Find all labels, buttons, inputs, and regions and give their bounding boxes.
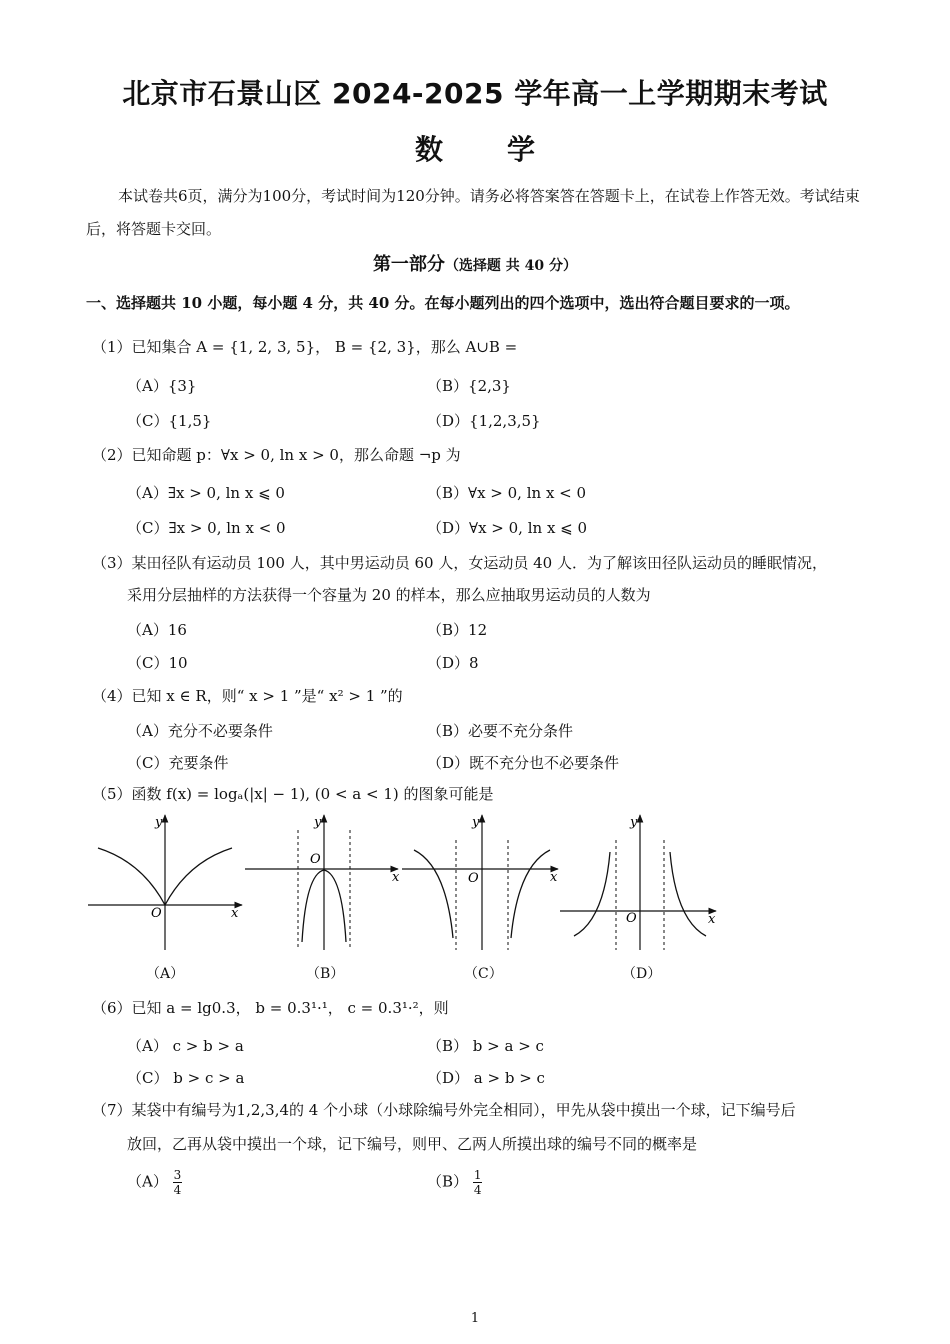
graph-b-origin: O — [310, 852, 321, 867]
q2-option-b: （B）∀x > 0, ln x < 0 — [427, 484, 587, 502]
exam-intro: 本试卷共6页，满分为100分，考试时间为120分钟。请务必将答案答在答题卡上，在试卷上作答无效。考试结束后，将答题卡交回。 — [86, 187, 860, 238]
graph-d-origin: O — [626, 911, 637, 926]
subject-title: 数学 — [414, 133, 599, 166]
q4-option-d: （D）既不充分也不必要条件 — [427, 754, 620, 772]
question-6-stem: （6）已知 a = lg0.3， b = 0.3¹·¹， c = 0.3¹·²，则 — [92, 999, 449, 1017]
q1-option-c: （C）{1,5} — [127, 412, 212, 430]
graph-c — [402, 815, 558, 950]
q2-option-c: （C）∃x > 0, ln x < 0 — [127, 519, 286, 537]
question-3-stem-line2: 采用分层抽样的方法获得一个容量为 20 的样本，那么应抽取男运动员的人数为 — [127, 586, 651, 604]
q5-graphs — [80, 810, 740, 960]
q7-option-a — [127, 1168, 182, 1197]
graph-c-caption: （C） — [464, 966, 503, 982]
q6-option-c: （C） b > c > a — [127, 1069, 245, 1087]
graph-a-y-label: y — [155, 815, 163, 830]
q4-option-a: （A）充分不必要条件 — [127, 722, 273, 740]
graph-b-y-label: y — [314, 815, 322, 830]
graph-d-x-label: x — [708, 912, 716, 927]
graph-d-caption: （D） — [622, 966, 662, 982]
q3-option-b: （B）12 — [427, 621, 488, 639]
question-2-stem: （2）已知命题 p：∀x > 0, ln x > 0，那么命题 ¬p 为 — [92, 446, 461, 464]
q1-option-b: （B）{2,3} — [427, 377, 511, 395]
graph-b — [245, 815, 400, 950]
graph-b-caption: （B） — [306, 966, 345, 982]
q6-option-b: （B） b > a > c — [427, 1037, 544, 1055]
q7-option-b-fraction — [473, 1168, 483, 1197]
graph-a-caption: （A） — [146, 966, 185, 982]
q7-option-b — [427, 1168, 482, 1197]
q4-option-c: （C）充要条件 — [127, 754, 229, 772]
question-1-stem: （1）已知集合 A = {1, 2, 3, 5}， B = {2, 3}，那么 A∪B = — [92, 338, 518, 356]
graph-b-x-label: x — [392, 870, 400, 885]
q1-option-a: （A）{3} — [127, 377, 197, 395]
graph-a-origin: O — [151, 906, 162, 921]
exam-title: 北京市石景山区 2024-2025 学年高一上学期期末考试 — [122, 77, 828, 110]
graph-a — [88, 815, 242, 950]
page-number: 1 — [470, 1311, 480, 1326]
q7-option-a-numerator: 3 — [173, 1168, 182, 1182]
q2-option-d: （D）∀x > 0, ln x ⩽ 0 — [427, 519, 588, 537]
question-7-stem-line2: 放回，乙再从袋中摸出一个球，记下编号，则甲、乙两人所摸出球的编号不同的概率是 — [127, 1135, 698, 1153]
part-one-heading — [0, 250, 950, 276]
q7-option-a-fraction — [173, 1168, 183, 1197]
q6-option-d: （D） a > b > c — [427, 1069, 545, 1087]
graph-c-y-label: y — [472, 815, 480, 830]
graph-a-x-label: x — [231, 906, 239, 921]
graph-c-x-label: x — [550, 870, 558, 885]
graph-d — [560, 815, 716, 950]
graph-a-curve-left — [98, 848, 165, 905]
q1-option-d: （D）{1,2,3,5} — [427, 412, 541, 430]
question-3-stem-line1: （3）某田径队有运动员 100 人，其中男运动员 60 人，女运动员 40 人．为了解该田径队运动员的睡眠情况， — [92, 554, 827, 572]
q7-option-a-label: （A） — [127, 1172, 168, 1191]
q7-option-b-label: （B） — [427, 1172, 469, 1191]
q7-option-b-numerator: 1 — [473, 1168, 482, 1182]
q6-option-a: （A） c > b > a — [127, 1037, 244, 1055]
part-one-title: 第一部分 — [372, 254, 445, 275]
q7-option-b-denominator: 4 — [473, 1183, 482, 1197]
section-instruction: 一、选择题共 10 小题，每小题 4 分，共 40 分。在每小题列出的四个选项中，选出符合题目要求的一项。 — [86, 294, 800, 312]
graph-a-curve-right — [165, 848, 232, 905]
question-7-stem-line1: （7）某袋中有编号为1,2,3,4的 4 个小球（小球除编号外完全相同），甲先从袋中摸出一个球，记下编号后 — [92, 1101, 796, 1119]
question-5-stem: （5）函数 f(x) = logₐ(|x| − 1), (0 < a < 1) 的图象可能是 — [92, 785, 494, 803]
graph-c-curve-right — [511, 850, 550, 938]
q3-option-c: （C）10 — [127, 654, 188, 672]
part-one-note: （选择题 共 40 分） — [444, 258, 578, 274]
q7-option-a-denominator: 4 — [173, 1183, 182, 1197]
question-4-stem: （4）已知 x ∈ R，则“ x > 1 ”是“ x² > 1 ”的 — [92, 687, 403, 705]
q2-option-a: （A）∃x > 0, ln x ⩽ 0 — [127, 484, 285, 502]
graph-d-y-label: y — [630, 815, 638, 830]
graph-d-curve-right — [670, 852, 706, 936]
graph-c-curve-left — [414, 850, 453, 938]
q3-option-d: （D）8 — [427, 654, 479, 672]
graph-c-origin: O — [468, 871, 479, 886]
graph-d-curve-left — [574, 852, 610, 936]
q3-option-a: （A）16 — [127, 621, 187, 639]
q4-option-b: （B）必要不充分条件 — [427, 722, 574, 740]
